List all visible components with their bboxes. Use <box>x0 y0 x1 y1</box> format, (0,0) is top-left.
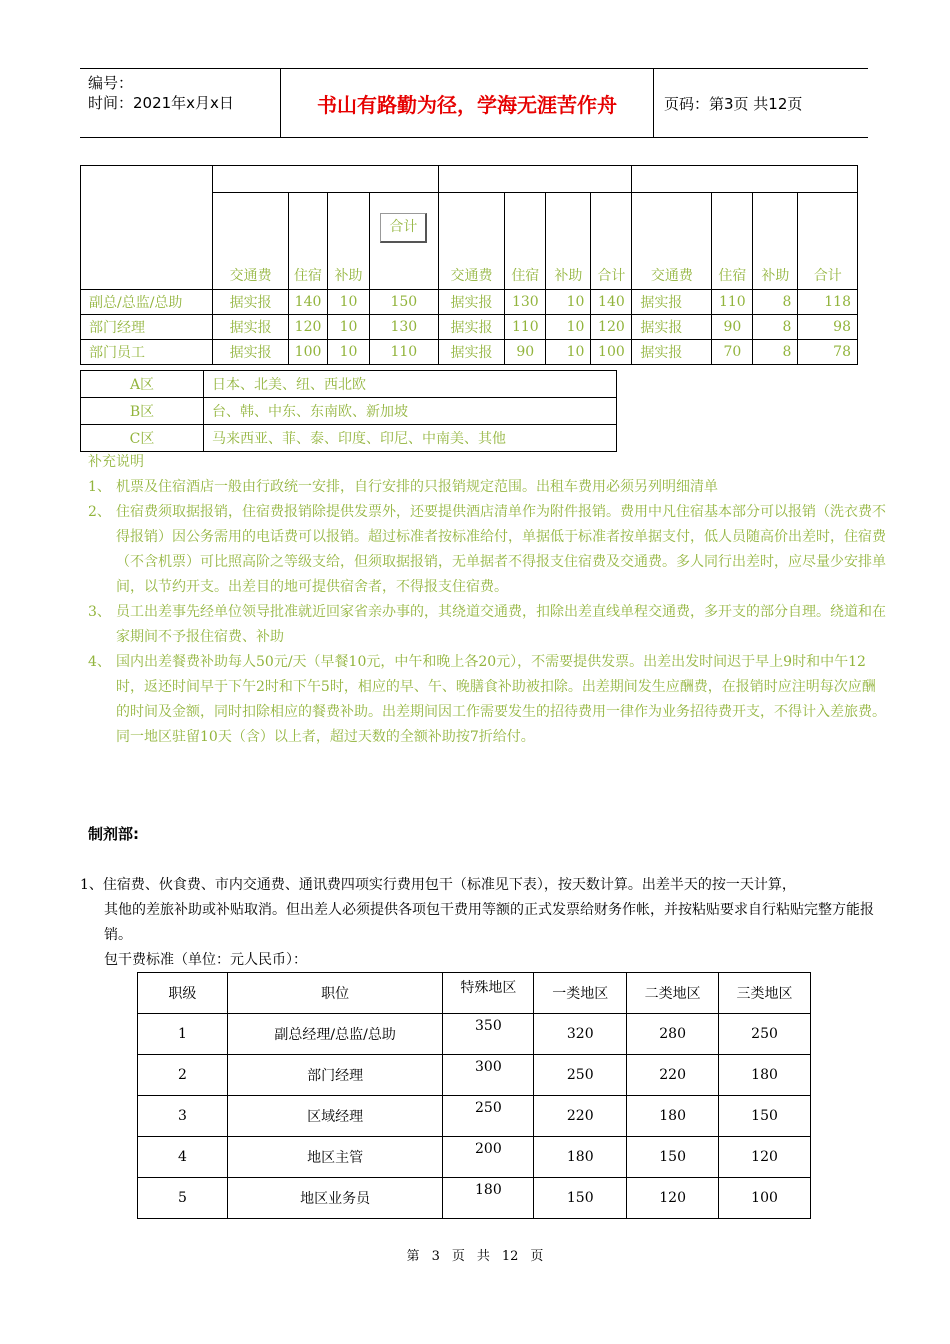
cell: 10 <box>546 290 591 315</box>
cell: 据实报 <box>438 340 505 365</box>
zone-cell: B区 <box>81 398 204 425</box>
cell: 5 <box>138 1178 228 1219</box>
note-text: 机票及住宿酒店一般由行政统一安排，自行安排的只报销规定范围。出租车费用必须另列明细清单 <box>116 479 718 495</box>
cell: 150 <box>627 1137 719 1178</box>
supplementary-notes <box>88 450 888 750</box>
region-table <box>80 370 617 452</box>
col-header <box>370 193 439 290</box>
table-row <box>81 371 617 398</box>
note-item <box>88 475 888 500</box>
travel-standard-table <box>80 165 858 365</box>
cell: 部门经理 <box>227 1055 443 1096</box>
places-cell: 日本、北美、纽、西北欧 <box>204 371 617 398</box>
col-header: 交通费 <box>632 193 712 290</box>
cell: 120 <box>719 1137 811 1178</box>
footer-text: 页 <box>451 1249 465 1264</box>
header-page-label: 页码：第3页 共12页 <box>664 94 803 113</box>
cell: 130 <box>505 290 546 315</box>
cell: 10 <box>328 315 370 340</box>
cell: 250 <box>534 1055 627 1096</box>
table-row <box>81 340 858 365</box>
cell: 120 <box>591 315 632 340</box>
cell: 8 <box>753 340 798 365</box>
col-header: 合计 <box>591 193 632 290</box>
table-row <box>138 1014 811 1055</box>
cell: 350 <box>443 1014 534 1055</box>
note-item <box>88 650 888 750</box>
notes-title: 补充说明 <box>88 454 144 470</box>
cell: 120 <box>627 1178 719 1219</box>
col-header: 交通费 <box>213 193 289 290</box>
cell: 地区主管 <box>227 1137 443 1178</box>
cell: 78 <box>798 340 858 365</box>
zone-cell: A区 <box>81 371 204 398</box>
cell: 180 <box>443 1178 534 1219</box>
places-cell: 马来西亚、菲、泰、印度、印尼、中南美、其他 <box>204 425 617 452</box>
cell: 150 <box>719 1096 811 1137</box>
col-header: 补助 <box>328 193 370 290</box>
col-header: 住宿 <box>712 193 753 290</box>
cell: 100 <box>289 340 328 365</box>
cell: 300 <box>443 1055 534 1096</box>
cell: 据实报 <box>632 340 712 365</box>
note-item <box>88 600 888 650</box>
paragraph-line: 1、住宿费、伙食费、市内交通费、通讯费四项实行费用包干（标准见下表），按天数计算。出差半天的按一天计算， <box>80 877 796 893</box>
footer-total-pages: 12 <box>501 1249 519 1264</box>
time-label: 时间：2021年x月x日 <box>88 94 234 112</box>
cell: 据实报 <box>438 315 505 340</box>
col-header: 补助 <box>546 193 591 290</box>
cell: 8 <box>753 315 798 340</box>
cell: 10 <box>328 290 370 315</box>
col-header: 二类地区 <box>627 973 719 1014</box>
cell: 110 <box>712 290 753 315</box>
cell: 150 <box>370 290 439 315</box>
cell: 区域经理 <box>227 1096 443 1137</box>
cell: 70 <box>712 340 753 365</box>
table-row <box>81 290 858 315</box>
cell: 220 <box>627 1055 719 1096</box>
cell: 130 <box>370 315 439 340</box>
col-header: 住宿 <box>289 193 328 290</box>
note-text: 住宿费须取据报销，住宿费报销除提供发票外，还要提供酒店清单作为附件报销。费用中凡住宿基本部分可以报销（洗衣费不得报销）因公务需用的电话费可以报销。超过标准者按标准给付，单据低于标准者按单据支付，低人员随高价出差时，住宿费（不含机票）可比照高阶之等级支给，但须取据报销，无单据者不得报支住宿费及交通费。多人同行出差时，应尽量少安排单间，以节约开支。出差目的地可提供宿舍者，不得报支住宿费。 <box>116 504 886 595</box>
cell: 据实报 <box>213 315 289 340</box>
cell: 90 <box>505 340 546 365</box>
cell: 200 <box>443 1137 534 1178</box>
note-text: 国内出差餐费补助每人50元/天（早餐10元，中午和晚上各20元），不需要提供发票。出差出发时间迟于早上9时和中午12时，返还时间早于下午2时和下午5时，相应的早、午、晚膳食补助被扣除。出差期间发生应酬费，在报销时应注明每次应酬的时间及金额，同时扣除相应的餐费补助。出差期间因工作需要发生的招待费用一律作为业务招待费开支，不得计入差旅费。同一地区驻留10天（含）以上者，超过天数的全额补助按7折给付。 <box>116 654 886 745</box>
cell: 250 <box>719 1014 811 1055</box>
cell: 地区业务员 <box>227 1178 443 1219</box>
footer-text: 第 <box>406 1249 420 1264</box>
cell: 320 <box>534 1014 627 1055</box>
role-cell: 部门员工 <box>81 340 213 365</box>
table-row <box>138 1096 811 1137</box>
cell: 180 <box>627 1096 719 1137</box>
zone-cell: C区 <box>81 425 204 452</box>
note-number: 4、 <box>88 654 111 670</box>
table-row <box>81 398 617 425</box>
cell: 100 <box>591 340 632 365</box>
cell: 据实报 <box>632 315 712 340</box>
cell: 据实报 <box>632 290 712 315</box>
role-cell: 部门经理 <box>81 315 213 340</box>
cell: 110 <box>370 340 439 365</box>
number-label: 编号： <box>88 74 134 92</box>
note-item <box>88 500 888 600</box>
table-row <box>81 315 858 340</box>
cell: 100 <box>719 1178 811 1219</box>
cell: 150 <box>534 1178 627 1219</box>
col-header: 职位 <box>227 973 443 1014</box>
policy-paragraph <box>80 873 888 973</box>
page-header <box>80 68 868 138</box>
note-number: 1、 <box>88 479 111 495</box>
note-text: 员工出差事先经单位领导批准就近回家省亲办事的，其绕道交通费，扣除出差直线单程交通费，多开支的部分自理。绕道和在家期间不予报住宿费、补助 <box>116 604 886 645</box>
standard-label: 包干费标准（单位：元人民币）： <box>104 952 307 968</box>
cell: 3 <box>138 1096 228 1137</box>
table-row <box>81 425 617 452</box>
header-slogan: 书山有路勤为径，学海无涯苦作舟 <box>280 69 654 137</box>
note-number: 3、 <box>88 604 111 620</box>
section-title: 制剂部: <box>88 825 139 843</box>
page-footer <box>0 1245 950 1264</box>
group-header-c <box>632 166 858 193</box>
cell: 250 <box>443 1096 534 1137</box>
cell: 180 <box>719 1055 811 1096</box>
role-cell: 副总/总监/总助 <box>81 290 213 315</box>
col-header: 住宿 <box>505 193 546 290</box>
group-header-a <box>213 166 438 193</box>
cell: 90 <box>712 315 753 340</box>
col-header: 特殊地区 <box>443 973 534 1014</box>
cell: 据实报 <box>438 290 505 315</box>
cell: 220 <box>534 1096 627 1137</box>
cell: 1 <box>138 1014 228 1055</box>
cell: 4 <box>138 1137 228 1178</box>
group-header-b <box>438 166 632 193</box>
cell: 8 <box>753 290 798 315</box>
total-header-box: 合计 <box>380 213 427 243</box>
cell: 98 <box>798 315 858 340</box>
col-header: 交通费 <box>438 193 505 290</box>
cell: 2 <box>138 1055 228 1096</box>
col-header: 一类地区 <box>534 973 627 1014</box>
corner-cell <box>81 166 213 290</box>
cell: 120 <box>289 315 328 340</box>
table-header-row <box>138 973 811 1014</box>
footer-page-number: 3 <box>431 1249 440 1264</box>
cell: 140 <box>289 290 328 315</box>
header-meta <box>80 69 278 137</box>
cell: 140 <box>591 290 632 315</box>
col-header: 三类地区 <box>719 973 811 1014</box>
cell: 10 <box>546 340 591 365</box>
table-row <box>138 1178 811 1219</box>
places-cell: 台、韩、中东、东南欧、新加坡 <box>204 398 617 425</box>
note-number: 2、 <box>88 504 111 520</box>
col-header: 补助 <box>753 193 798 290</box>
footer-text: 页 <box>530 1249 544 1264</box>
cell: 280 <box>627 1014 719 1055</box>
cell: 118 <box>798 290 858 315</box>
table-row <box>138 1137 811 1178</box>
allowance-standard-table <box>137 972 811 1219</box>
paragraph-rest: 其他的差旅补助或补贴取消。但出差人必须提供各项包干费用等额的正式发票给财务作帐，并按粘贴要求自行粘贴完整方能报销。 <box>104 902 874 943</box>
col-header: 合计 <box>798 193 858 290</box>
col-header: 职级 <box>138 973 228 1014</box>
cell: 10 <box>546 315 591 340</box>
cell: 110 <box>505 315 546 340</box>
cell: 180 <box>534 1137 627 1178</box>
cell: 10 <box>328 340 370 365</box>
footer-text: 共 <box>476 1249 490 1264</box>
cell: 据实报 <box>213 290 289 315</box>
cell: 据实报 <box>213 340 289 365</box>
cell: 副总经理/总监/总助 <box>227 1014 443 1055</box>
table-row <box>138 1055 811 1096</box>
